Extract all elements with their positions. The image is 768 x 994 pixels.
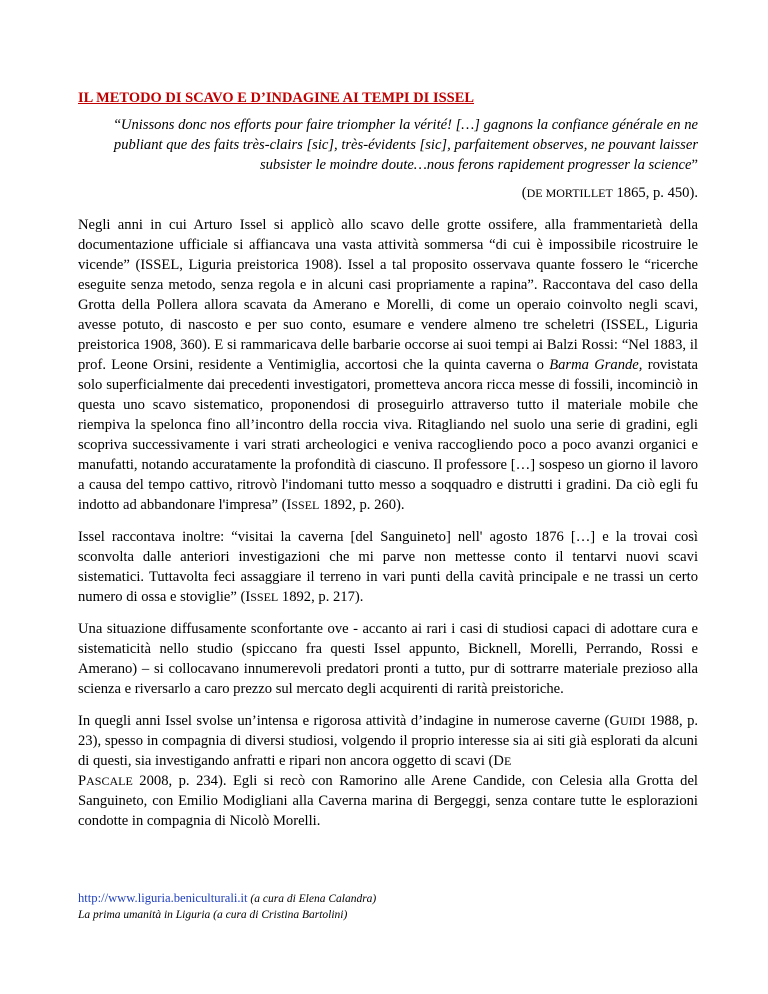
- paragraph-4-part-b: 1988, p. 23), spesso in compagnia di diversi studiosi, volgendo il proprio interesse sia ai siti già esplorati da alcuni di questi, sia investigando anfratti e ripari non ancora oggetto di scavi (D: [78, 713, 699, 769]
- footer-url-link[interactable]: http://www.liguria.beniculturali.it: [78, 891, 248, 905]
- paragraph-1-part-c: 1892, p. 260).: [319, 497, 405, 513]
- paragraph-1: [78, 215, 698, 515]
- paragraph-4-part-c: P: [78, 773, 87, 789]
- citation-rest: 1865, p. 450).: [612, 185, 698, 201]
- page-footer: [78, 890, 376, 923]
- open-quote-mark: “: [114, 117, 121, 133]
- paragraph-4-smallcaps-2: E: [503, 754, 512, 768]
- epigraph-text: Unissons donc nos efforts pour faire triompher la vérité! […] gagnons la confiance générale en ne publiant que des faits très-clairs [sic], très-évidents [sic], parfaitement observes, ne pouvant laisser subsister le moindre doute…nous ferons rapidement progresser la science: [113, 117, 698, 173]
- paragraph-2-part-a: Issel raccontava inoltre: “visitai la caverna [del Sanguineto] nell' agosto 1876 […] e la trovai così sconvolta dalle anteriori investigazioni che mi parve non mettesse conto il tentarvi nuovi scavi sistematici. Tuttavolta feci assaggiare il terreno in vari punti della cavità principale e ne trassi un certo numero di ossa e stoviglie” (I: [78, 529, 698, 605]
- paragraph-4-smallcaps-1: UIDI: [619, 714, 646, 728]
- paragraph-1-part-a: Negli anni in cui Arturo Issel si applicò allo scavo delle grotte ossifere, alla frammentarietà della documentazione ufficiale si affiancava una vasta attività sommersa “di cui è impossibile ricostruire le vicende” (ISSEL, Liguria preistorica 1908). Issel a tal proposito osservava quante fossero le “ricerche eseguite senza metodo, senza regola e in alcuni casi propriamente a rapina”. Raccontava del caso della Grotta della Pollera allora scavata da Amerano e Morelli, di come un operaio coinvolto negli scavi, avesse potuto, di nascosto e per suo conto, esumare e vendere almeno tre scheletri (ISSEL, Liguria preistorica 1908, 360). E si rammaricava delle barbarie occorse ai suoi tempi ai Balzi Rossi: “Nel 1883, il prof. Leone Orsini, residente a Ventimiglia, accortosi che la quinta caverna o: [78, 217, 698, 373]
- paragraph-3: Una situazione diffusamente sconfortante ove - accanto ai rari i casi di studiosi capaci di adottare cura e sistematicità nello studio (spiccano fra questi Issel appunto, Bicknell, Morelli, Perrando, Rossi e Amerano) – si collocavano innumerevoli predatori pronti a tutto, pur di sottrarre materiale prezioso alla scienza e riversarlo a caro prezzo sul mercato degli acquirenti di rarità preistoriche.: [78, 621, 698, 697]
- epigraph-citation: [78, 183, 698, 203]
- citation-open: (: [521, 185, 527, 201]
- paragraph-2: [78, 527, 698, 607]
- section-heading: IL METODO DI SCAVO E D’INDAGINE AI TEMPI DI ISSEL: [78, 90, 475, 106]
- footer-note-1: (a cura di Elena Calandra): [247, 893, 377, 905]
- citation-author-prefix: DE M: [526, 186, 557, 200]
- paragraph-1-part-b: rovistata solo superficialmente dai precedenti investigatori, prometteva ancora ricca messe di fossili, incominciò in questa uno scavo sistematico, proponendosi di proseguirlo attraverso tutto il materiale mobile che riempiva la spelonca fino all’incontro della roccia viva. Ritagliando nel suolo una serie di gradini, egli scopriva successivamente i vari strati archeologici e veniva raccogliendo poco a poco avanzi organici e manufatti, notando accuratamente la profondità di ciascuno. Il professore […] sospeso un giorno il lavoro a causa del tempo cattivo, ritrovò l'indomani tutto messo a soqquadro e distrutti i gradini. Da ciò egli fu indotto ad abbandonare l'impresa” (I: [78, 357, 698, 513]
- document-body: [78, 90, 698, 831]
- footer-line-2: La prima umanità in Liguria (a cura di Cristina Bartolini): [78, 909, 348, 921]
- epigraph-quote: [78, 115, 698, 175]
- paragraph-2-part-b: 1892, p. 217).: [278, 589, 364, 605]
- paragraph-4-part-d: 2008, p. 234). Egli si recò con Ramorino alle Arene Candide, con Celesia alla Grotta del Sanguineto, con Emilio Modigliani alla Caverna marina di Bergeggi, senza contare tutte le esplorazioni condotte in compagnia di Nicolò Morelli.: [78, 773, 698, 829]
- close-quote-mark: ”: [691, 157, 698, 173]
- paragraph-4: [78, 711, 698, 831]
- footer-line-1: [78, 890, 376, 907]
- paragraph-4-part-a: In quegli anni Issel svolse un’intensa e rigorosa attività d’indagine in numerose caverne (G: [78, 713, 620, 729]
- citation-author-rest: ORTILLET: [556, 186, 613, 200]
- paragraph-1-italic: Barma Grande,: [549, 357, 643, 373]
- paragraph-1-smallcaps: SSEL: [291, 498, 320, 512]
- paragraph-4-smallcaps-3: ASCALE: [86, 774, 133, 788]
- paragraph-2-smallcaps: SSEL: [250, 590, 279, 604]
